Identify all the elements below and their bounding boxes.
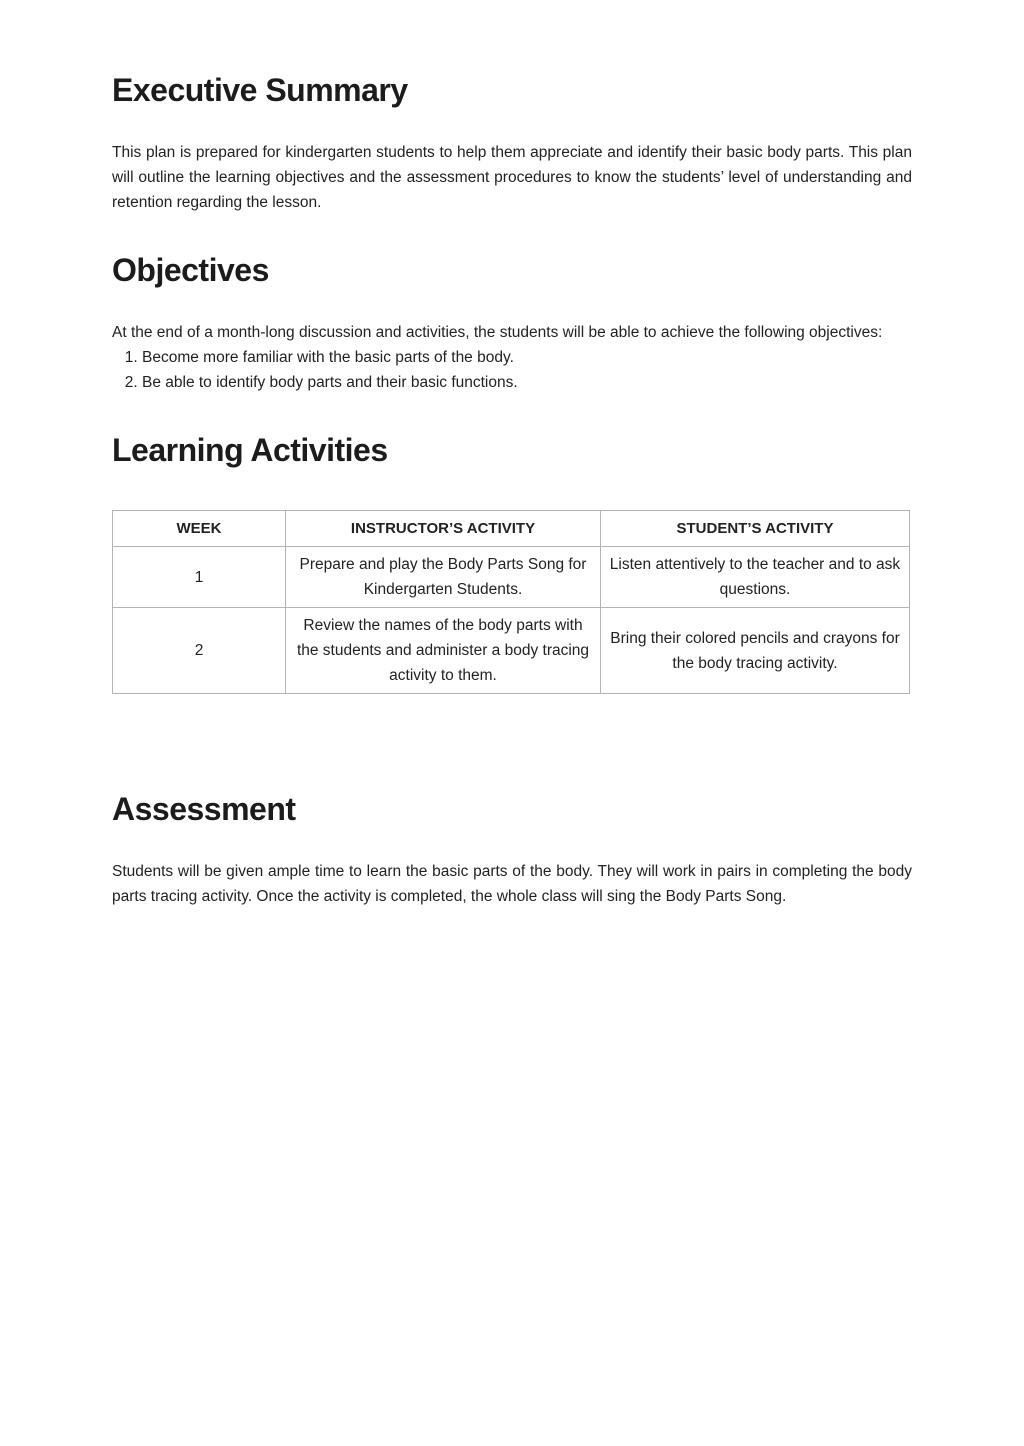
learning-activities-table (112, 510, 910, 694)
objectives-intro: At the end of a month-long discussion and activities, the students will be able to achieve the following objectives: (112, 324, 883, 341)
objective-item: 2. Be able to identify body parts and their basic functions. (142, 370, 518, 395)
cell-student-activity: Bring their colored pencils and crayons for the body tracing activity. (601, 608, 910, 694)
executive-summary-body: This plan is prepared for kindergarten students to help them appreciate and identify their basic body parts. This plan will outline the learning objectives and the assessment procedures to know the students’ level of understanding and retention regarding the lesson. (112, 144, 912, 211)
column-header-instructor-activity: INSTRUCTOR’S ACTIVITY (286, 511, 601, 547)
table-row (113, 608, 910, 694)
objectives-heading: Objectives (112, 252, 269, 288)
objective-item: 1. Become more familiar with the basic parts of the body. (142, 345, 518, 370)
learning-activities-heading: Learning Activities (112, 432, 388, 468)
cell-week: 2 (113, 608, 286, 694)
assessment-body: Students will be given ample time to learn the basic parts of the body. They will work in pairs in completing the body parts tracing activity. Once the activity is completed, the whole class will sing the Body Parts Song. (112, 863, 912, 905)
objectives-list (112, 345, 518, 395)
table-row (113, 547, 910, 608)
cell-instructor-activity: Prepare and play the Body Parts Song for Kindergarten Students. (286, 547, 601, 608)
column-header-week: WEEK (113, 511, 286, 547)
cell-instructor-activity: Review the names of the body parts with the students and administer a body tracing activity to them. (286, 608, 601, 694)
column-header-student-activity: STUDENT’S ACTIVITY (601, 511, 910, 547)
assessment-heading: Assessment (112, 791, 296, 827)
cell-student-activity: Listen attentively to the teacher and to ask questions. (601, 547, 910, 608)
executive-summary-heading: Executive Summary (112, 72, 408, 108)
table-header-row (113, 511, 910, 547)
cell-week: 1 (113, 547, 286, 608)
